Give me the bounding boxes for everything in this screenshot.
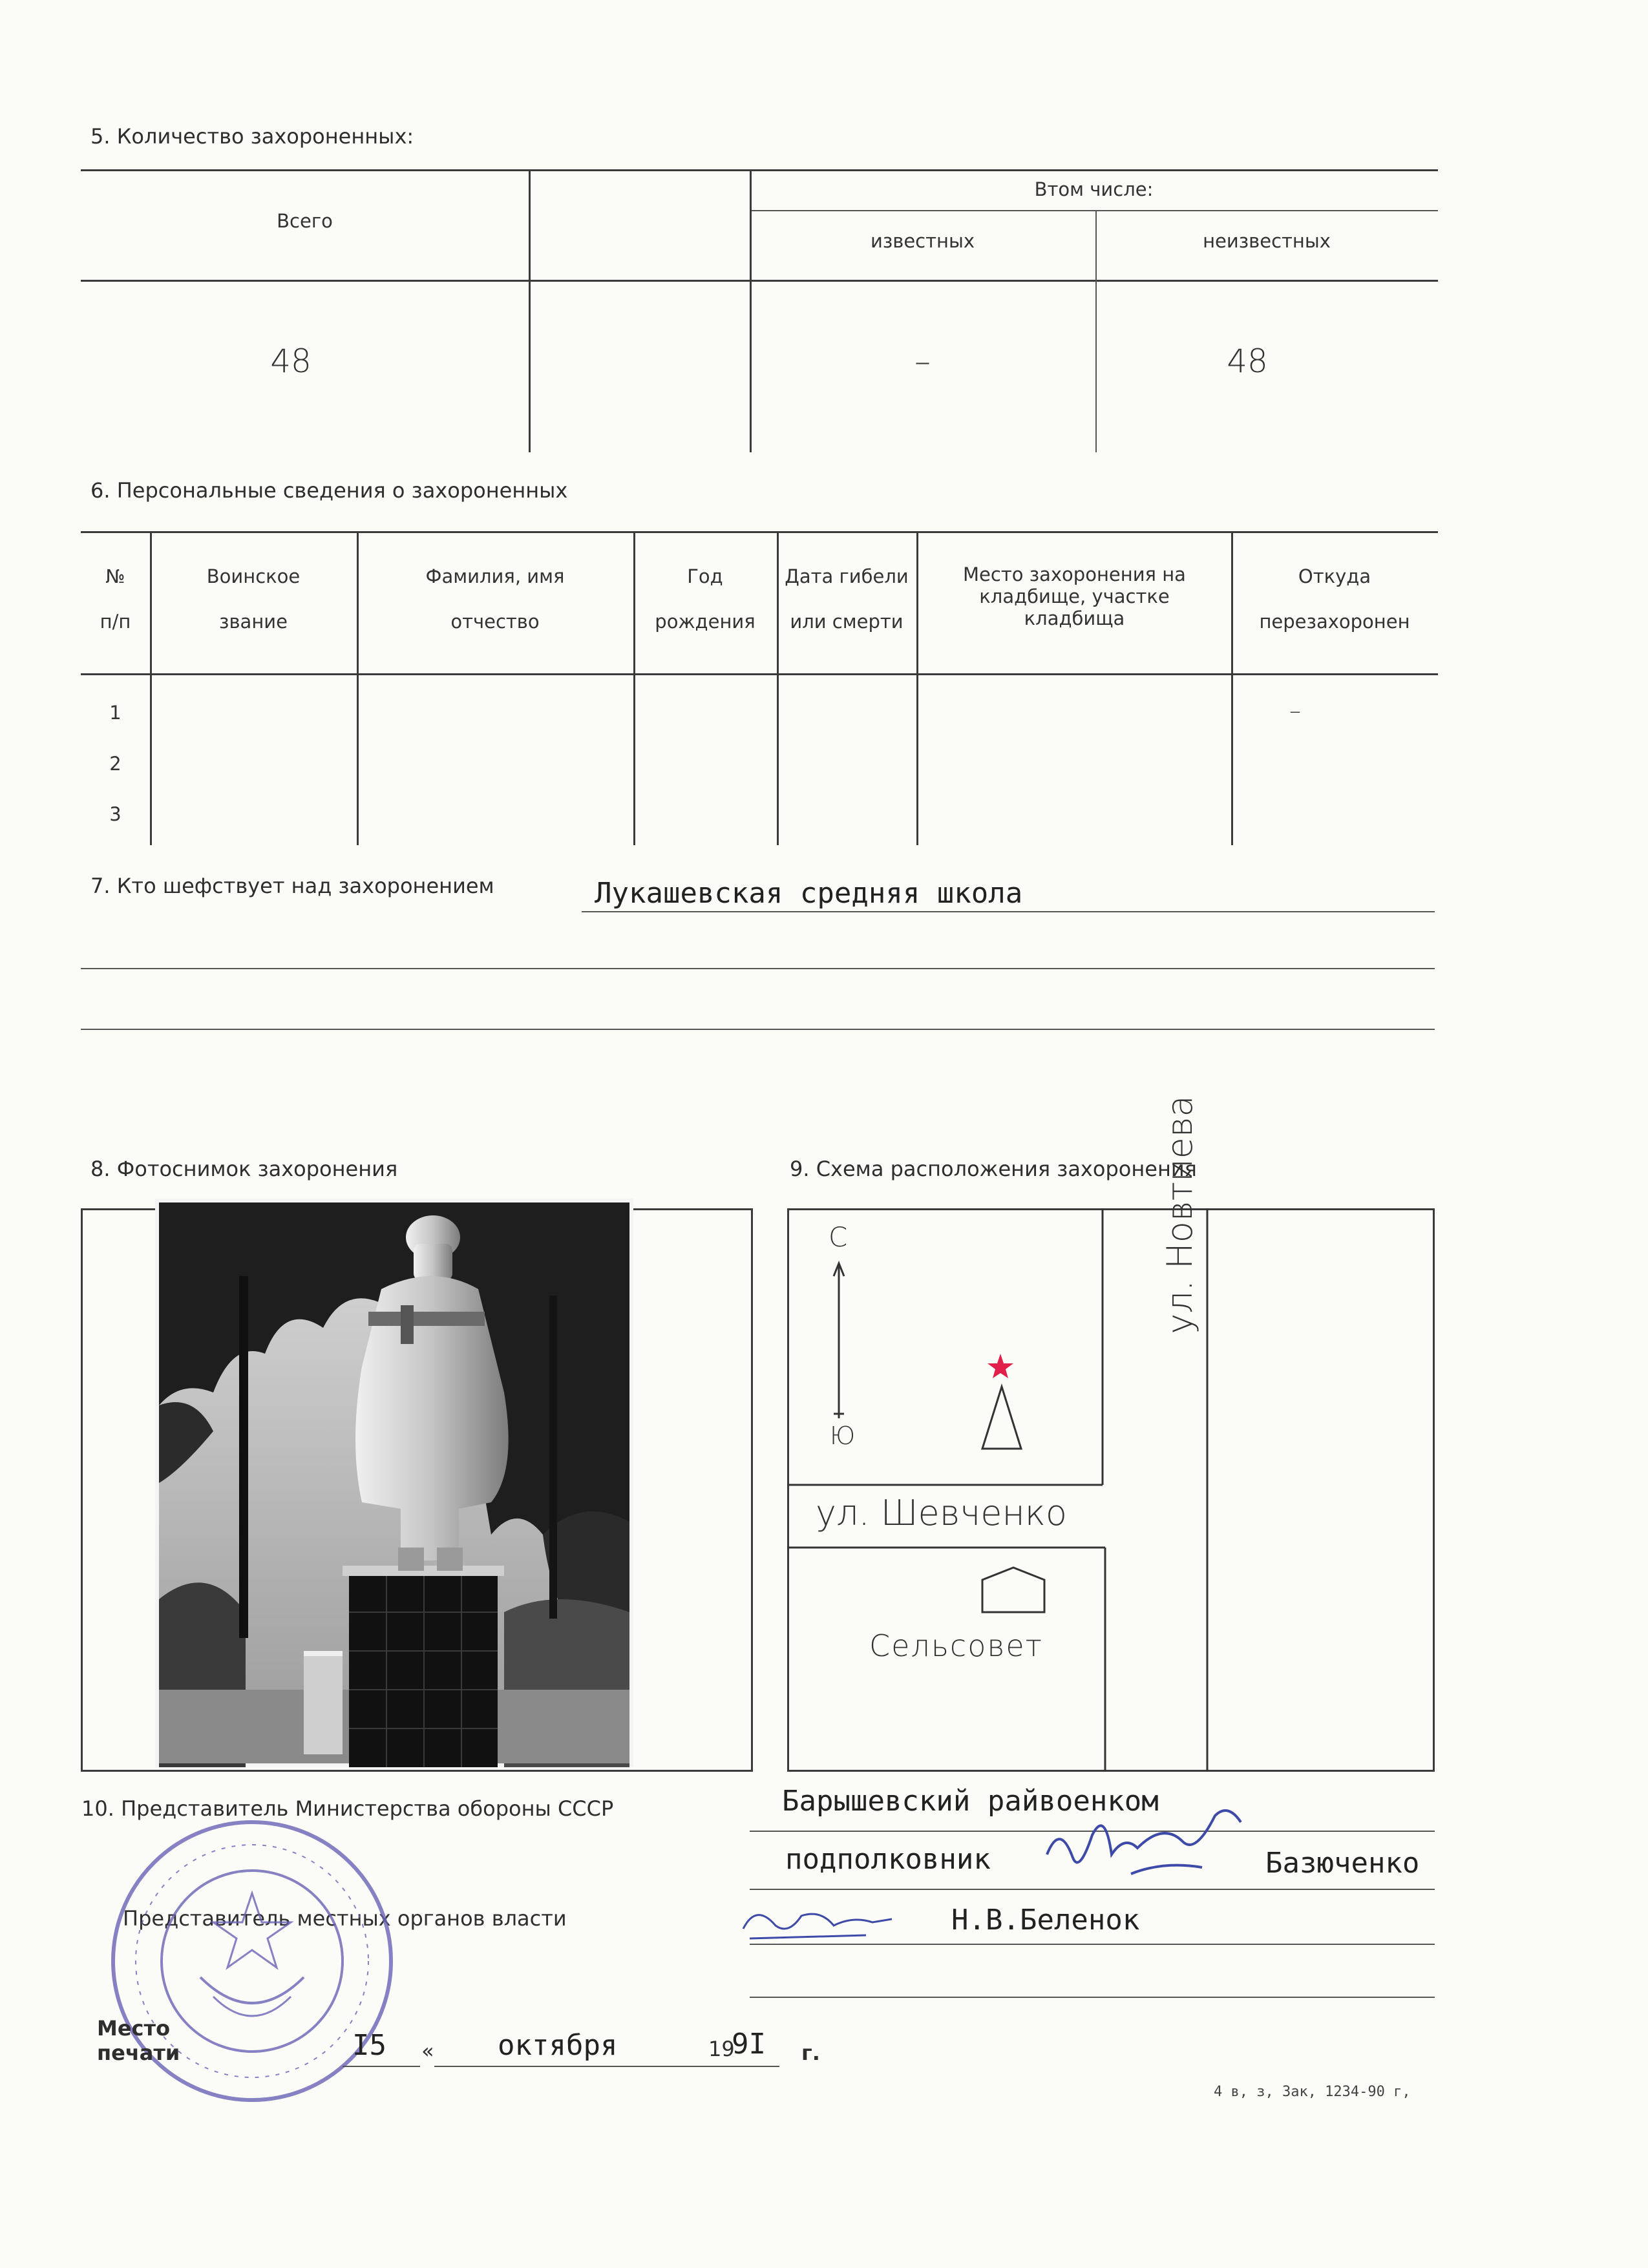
section10-title: 10. Представитель Министерства обороны СССР (81, 1796, 614, 1821)
officer-rank-value: подполковник (785, 1843, 991, 1876)
table-row-number: 2 (109, 753, 121, 775)
date-quote: « (421, 2039, 434, 2063)
table6-top-rule (81, 531, 1438, 533)
table6-header-birth-year: Год рождения (655, 565, 755, 633)
local-authority-name: Н.В.Беленок (951, 1904, 1140, 1937)
section10-line (750, 1997, 1435, 1998)
official-seal-stamp (84, 1809, 420, 2113)
table6-header-rank: Воинское звание (206, 565, 301, 633)
date-year-mark: г. (801, 2041, 820, 2065)
table5-header-rule (81, 280, 1438, 282)
date-line (434, 2066, 719, 2067)
table6-header-rule (81, 673, 1438, 675)
table6-header-num: № п/п (100, 565, 131, 633)
known-buried-value: – (914, 342, 931, 380)
local-authority-label: Представитель местных органов власти (123, 1906, 567, 1931)
section8-title: 8. Фотоснимок захоронения (90, 1157, 398, 1181)
date-month: октября (498, 2029, 618, 2062)
section6-title: 6. Персональные сведения о захороненных (90, 478, 568, 503)
reburied-from-dash: – (1289, 698, 1301, 724)
date-year-suffix: 9I (732, 2028, 766, 2061)
table5-divider (529, 171, 531, 452)
compass-south-label: Ю (830, 1422, 856, 1450)
table5-header-unknown: неизвестных (1203, 230, 1331, 252)
selsovet-label: Сельсовет (869, 1628, 1043, 1663)
officer-signature-icon (1034, 1796, 1254, 1893)
total-buried-value: 48 (270, 342, 312, 380)
section5-title: 5. Количество захороненных: (90, 124, 414, 149)
date-year-prefix: 19 (708, 2037, 735, 2061)
section9-title: 9. Схема расположения захоронения (790, 1157, 1197, 1181)
table5-header-including: Втом числе: (1034, 178, 1154, 200)
table5-header-total: Всего (277, 210, 333, 232)
table5-sub-rule (750, 210, 1438, 211)
seal-place-label: Место печати (97, 2016, 180, 2065)
table-row-number: 3 (109, 803, 121, 825)
table6-header-death-date: Дата гибели или смерти (785, 565, 909, 633)
print-code: 4 в, з, Зак, 1234-90 г, (1214, 2084, 1411, 2100)
date-line (708, 2066, 779, 2067)
table6-header-name: Фамилия, имя отчество (425, 565, 565, 633)
table5-divider (750, 171, 752, 452)
date-day: I5 (352, 2029, 386, 2062)
unknown-buried-value: 48 (1227, 342, 1268, 380)
table6-header-reburied-from: Откуда перезахоронен (1259, 565, 1410, 633)
section7-title: 7. Кто шефствует над захоронением (90, 874, 494, 898)
table5-top-rule (81, 169, 1438, 171)
section7-line (81, 968, 1435, 969)
local-signature-icon (737, 1890, 905, 1955)
officer-name-value: Базюченко (1265, 1847, 1420, 1880)
compass-north-label: С (829, 1221, 848, 1253)
date-line (343, 2066, 420, 2067)
location-scheme (787, 1208, 1435, 1772)
table-row-number: 1 (109, 702, 121, 724)
table6-divider (916, 533, 918, 845)
table5-header-known: известных (870, 230, 975, 252)
military-office-value: Барышевский райвоенком (782, 1785, 1159, 1818)
monument-star-icon (988, 1354, 1013, 1378)
section7-line (81, 1029, 1435, 1030)
memorial-photo (155, 1199, 633, 1767)
table6-header-burial-place: Место захоронения на кладбище, участке кладбища (963, 563, 1186, 629)
street-novtsieva-label: ул. Новтиева (1159, 1095, 1200, 1334)
street-shevchenko-label: ул. Шевченко (816, 1493, 1067, 1533)
patron-value: Лукашевская средняя школа (595, 877, 1023, 910)
section7-line (582, 911, 1435, 912)
